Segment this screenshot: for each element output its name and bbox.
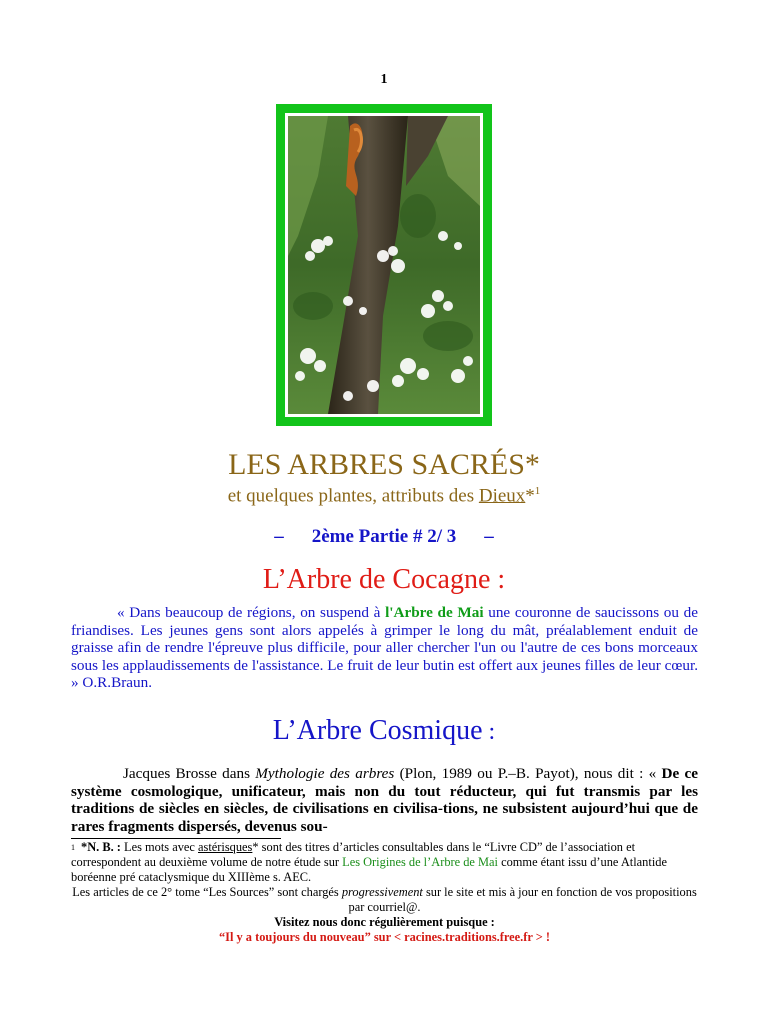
subtitle-asterisk: * [525, 485, 535, 507]
para-start: Jacques Brosse dans [123, 765, 256, 782]
part-heading [0, 526, 768, 548]
main-title: LES ARBRES SACRÉS* [228, 448, 540, 481]
footnote-articles [71, 885, 698, 915]
visit-line: Visitez nous donc régulièrement puisque : [274, 915, 495, 929]
footnote-text2: * sont des titres d’articles consultables dans le “Livre CD” de l’association et correspondent au deuxième volume de notre étude sur [71, 840, 636, 869]
subtitle [0, 480, 768, 507]
footnote-text1: Les mots avec [120, 840, 199, 854]
articles-before: Les articles de ce 2° tome “Les Sources” sont chargés [72, 885, 342, 899]
tree-photo [285, 113, 483, 417]
footnote [71, 840, 698, 945]
brosse-paragraph-text [71, 765, 698, 835]
quote-before: « Dans beaucoup de régions, on suspend à [117, 604, 386, 621]
nb-label: *N. B. : [81, 840, 121, 854]
footnote-nb [71, 840, 698, 885]
subtitle-prefix: et quelques plantes, attributs des [227, 485, 479, 507]
para-bold-quote: De ce système cosmologique, unificateur, mais non du tout réducteur, qui fut transmis par les traditions de siècles en siècles, de civilisations en civilisa-tions, ne subsistent aujourd’hui que de rares fragments dispersés, devenus sou- [71, 765, 698, 835]
cosmique-title: L’Arbre Cosmique [272, 715, 483, 746]
site-line[interactable]: “Il y a toujours du nouveau” sur < racines.traditions.free.fr > ! [218, 930, 551, 944]
footnote-ref[interactable]: 1 [534, 485, 541, 497]
para-mid: (Plon, 1989 ou P.–B. Payot), nous dit : « [394, 765, 662, 782]
cosmique-colon: : [482, 719, 496, 745]
book-title: Mythologie des arbres [255, 765, 395, 782]
tree-photo-icon [288, 116, 480, 414]
origines-link[interactable]: Les Origines de l’Arbre de Mai [342, 855, 498, 869]
quote-after: une couronne de saucissons ou de friandises. Les jeunes gens sont alors appelés à grimper le long du mât, préalablement enduit de graisse afin de rendre l'épreuve plus difficile, pour aller chercher l'un ou l'autre de ces bons morceaux sous les applaudissements de l'assistance. Le fruit de leur butin est offert aux jeunes filles de leur cœur. » O.R.Braun. [71, 604, 698, 692]
footnote-mark: 1 [71, 843, 75, 852]
footnote-text3: comme étant issu d’une Atlantide boréenne pré cataclysmique du XIIIème s. AEC. [71, 855, 667, 884]
cocagne-quote [71, 604, 698, 692]
asterisques-word: astérisques [198, 840, 253, 854]
arbre-de-mai-link[interactable]: l'Arbre de Mai [385, 604, 484, 621]
dieux-link[interactable]: Dieux [478, 485, 526, 507]
heading-arbre-de-cocagne: L’Arbre de Cocagne : [262, 564, 506, 595]
articles-italic: progressivement [341, 885, 423, 899]
cocagne-quote-paragraph [71, 604, 698, 692]
page-number: 1 [380, 72, 388, 87]
part-label: 2ème Partie # 2/ 3 [311, 526, 457, 547]
brosse-paragraph [71, 765, 698, 835]
footnote-separator [71, 838, 281, 839]
heading-arbre-cosmique [0, 714, 768, 749]
part-dash-right: – [484, 526, 494, 547]
articles-after: sur le site et mis à jour en fonction de vos propositions par courriel@. [348, 885, 697, 914]
tree-photo-frame [276, 104, 492, 426]
part-dash-left: – [274, 526, 284, 547]
